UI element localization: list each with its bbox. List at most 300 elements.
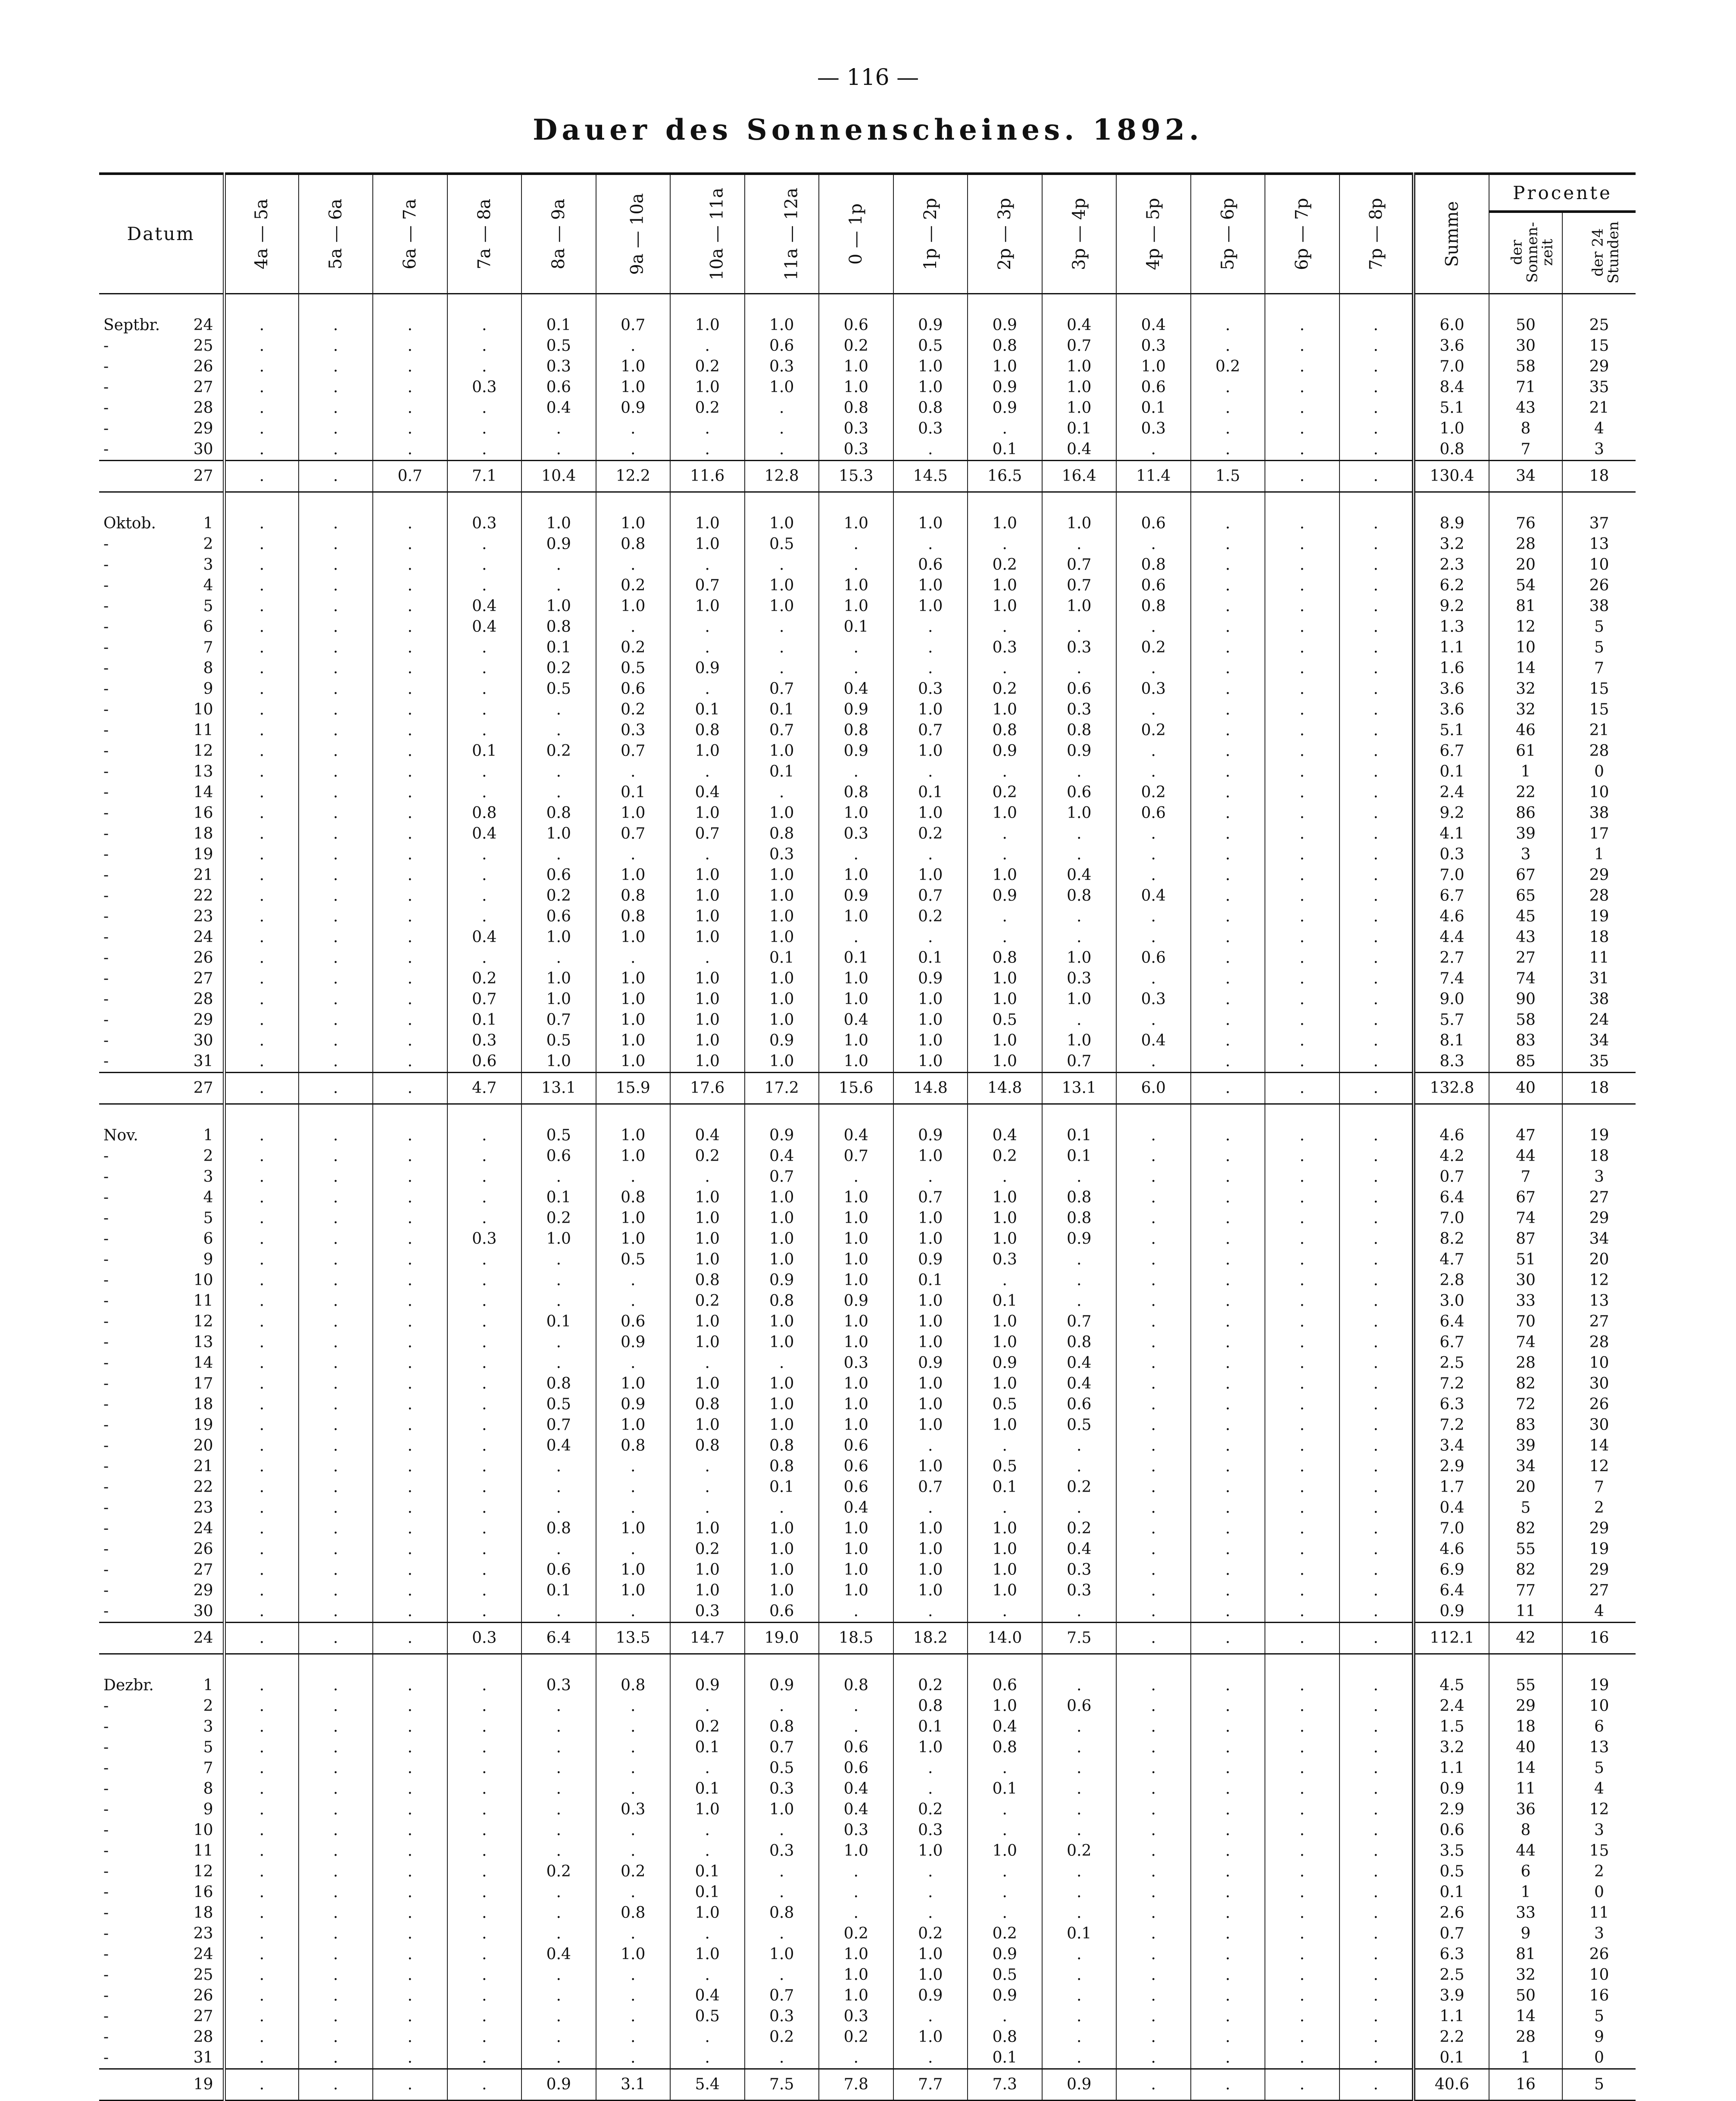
hour-cell: 0.3 (447, 377, 522, 398)
hour-cell: 0.4 (670, 1985, 745, 2006)
summary-cell: 11.4 (1116, 460, 1191, 492)
hour-cell: . (521, 1539, 596, 1560)
hour-cell: 0.3 (521, 1675, 596, 1696)
hour-cell: . (373, 1456, 447, 1477)
hour-cell: . (299, 637, 373, 658)
hour-cell: . (1339, 637, 1414, 658)
hour-cell: . (1191, 927, 1265, 948)
summe-cell: 3.0 (1414, 1291, 1489, 1311)
summary-cell: 15.9 (596, 1072, 671, 1104)
hour-cell: . (1265, 699, 1339, 720)
percent-cell: 4 (1562, 418, 1636, 439)
hour-cell: . (1116, 1518, 1191, 1539)
table-row (99, 575, 1636, 596)
month-label: - (103, 1147, 109, 1165)
hour-cell: . (447, 1456, 522, 1477)
summary-cell: . (299, 2069, 373, 2100)
hour-cell: . (299, 865, 373, 886)
hour-cell: 0.8 (670, 720, 745, 741)
hour-cell: 0.8 (1116, 555, 1191, 575)
table-row (99, 1291, 1636, 1311)
hour-cell: 1.0 (819, 865, 893, 886)
hour-cell: 0.3 (1116, 989, 1191, 1010)
hour-cell: 1.0 (596, 513, 671, 534)
summe-cell: 4.6 (1414, 1539, 1489, 1560)
percent-cell: 15 (1562, 699, 1636, 720)
percent-cell: 58 (1489, 356, 1562, 377)
hour-cell: . (224, 596, 299, 617)
hour-cell: . (1191, 637, 1265, 658)
hour-cell: 1.0 (819, 377, 893, 398)
summary-cell: . (299, 1072, 373, 1104)
hour-cell: . (1265, 1051, 1339, 1073)
table-row (99, 658, 1636, 679)
hour-cell: . (1265, 989, 1339, 1010)
hour-cell: . (1339, 1903, 1414, 1923)
month-label: - (103, 1800, 109, 1818)
hour-cell: 1.0 (893, 513, 968, 534)
hour-cell: . (447, 1737, 522, 1758)
month-label: - (103, 1561, 109, 1579)
month-label: - (103, 949, 109, 967)
days-count-cell: 19 (99, 2069, 224, 2100)
hour-cell: 0.6 (1116, 575, 1191, 596)
month-label: - (103, 1717, 109, 1736)
spacer-row (99, 1104, 1636, 1125)
hour-cell: . (299, 1717, 373, 1737)
percent-cell: 24 (1562, 1010, 1636, 1030)
summary-cell: 11.6 (670, 460, 745, 492)
percent-cell: 15 (1562, 1841, 1636, 1861)
date-cell (99, 1167, 224, 1187)
hour-cell: . (670, 1477, 745, 1498)
hour-cell: . (1191, 1799, 1265, 1820)
month-label: - (103, 1519, 109, 1537)
day-number: 11 (193, 1292, 213, 1310)
summe-cell: 7.0 (1414, 1208, 1489, 1229)
hour-cell: . (447, 1539, 522, 1560)
hour-cell: 1.0 (893, 1311, 968, 1332)
spacer-row (99, 492, 1636, 513)
table-row (99, 1311, 1636, 1332)
hour-cell: . (224, 617, 299, 637)
hour-cell: 0.7 (670, 824, 745, 844)
hour-cell: 0.9 (968, 377, 1042, 398)
hour-cell: . (745, 2048, 819, 2069)
month-label: - (103, 556, 109, 574)
hour-cell: . (299, 886, 373, 906)
hour-cell: . (224, 968, 299, 989)
hour-cell: 0.3 (968, 637, 1042, 658)
hour-cell: 1.0 (670, 1229, 745, 1249)
summe-cell: 4.7 (1414, 1249, 1489, 1270)
hour-cell: 0.1 (968, 439, 1042, 461)
percent-cell: 13 (1562, 1737, 1636, 1758)
summary-cell: . (299, 1622, 373, 1654)
hour-cell: . (299, 1229, 373, 1249)
month-label: - (103, 378, 109, 396)
hour-cell: . (299, 1758, 373, 1779)
hour-cell: . (1191, 1903, 1265, 1923)
summe-cell: 8.4 (1414, 377, 1489, 398)
hour-cell: . (1265, 418, 1339, 439)
percent-cell: 40 (1489, 1737, 1562, 1758)
month-label: - (103, 337, 109, 355)
hour-cell: . (447, 1436, 522, 1456)
table-row (99, 1539, 1636, 1560)
table-row (99, 1353, 1636, 1374)
hour-cell: . (447, 555, 522, 575)
table-row (99, 1518, 1636, 1539)
date-cell (99, 1146, 224, 1167)
date-cell (99, 865, 224, 886)
month-summary-row (99, 1072, 1636, 1104)
date-cell (99, 679, 224, 699)
hour-cell: . (1265, 617, 1339, 637)
hour-cell: 1.0 (745, 1560, 819, 1580)
hour-cell: . (670, 1758, 745, 1779)
percent-cell: 15 (1562, 336, 1636, 356)
percent-cell: 72 (1489, 1394, 1562, 1415)
hour-cell: 0.6 (521, 906, 596, 927)
percent-cell: 28 (1562, 886, 1636, 906)
hour-cell: . (447, 1415, 522, 1436)
hour-cell: 0.1 (670, 1861, 745, 1882)
hour-cell: . (1191, 1415, 1265, 1436)
hour-cell: . (1265, 1394, 1339, 1415)
table-row (99, 336, 1636, 356)
hour-cell: 0.2 (670, 1291, 745, 1311)
summe-cell: 0.8 (1414, 439, 1489, 461)
hour-cell: 1.0 (670, 315, 745, 336)
hour-cell: . (819, 534, 893, 555)
percent-cell: 6 (1489, 1861, 1562, 1882)
hour-cell: 0.2 (893, 1675, 968, 1696)
month-label: - (103, 742, 109, 760)
hour-cell: 1.0 (670, 1374, 745, 1394)
percent-cell: 29 (1562, 1560, 1636, 1580)
hour-cell: . (1339, 989, 1414, 1010)
summary-cell: 19.0 (745, 1622, 819, 1654)
hour-cell: . (224, 1125, 299, 1146)
hour-cell: . (373, 418, 447, 439)
month-label: - (103, 866, 109, 884)
month-label: - (103, 1498, 109, 1517)
hour-cell: 0.4 (1042, 439, 1117, 461)
summe-cell: 2.5 (1414, 1353, 1489, 1374)
hour-cell: 0.6 (1116, 377, 1191, 398)
summe-cell: 3.2 (1414, 1737, 1489, 1758)
hour-cell: . (1339, 418, 1414, 439)
percent-cell: 67 (1489, 1187, 1562, 1208)
hour-cell: 0.8 (521, 1374, 596, 1394)
hour-cell: 0.2 (968, 555, 1042, 575)
summe-cell: 6.7 (1414, 741, 1489, 762)
hour-cell: 1.0 (745, 1415, 819, 1436)
hour-cell: . (1191, 1965, 1265, 1985)
hour-cell: . (1339, 1311, 1414, 1332)
hour-cell: . (968, 1882, 1042, 1903)
hour-cell: . (373, 844, 447, 865)
table-row (99, 439, 1636, 461)
hour-cell: . (1116, 2048, 1191, 2069)
day-number: 29 (193, 1011, 213, 1029)
hour-cell: 1.0 (968, 1374, 1042, 1394)
table-row (99, 720, 1636, 741)
hour-cell: 1.0 (819, 1030, 893, 1051)
hour-cell: 0.2 (1116, 782, 1191, 803)
hour-cell: 1.0 (745, 1518, 819, 1539)
hour-cell: . (299, 1923, 373, 1944)
summary-cell: 112.1 (1414, 1622, 1489, 1654)
day-number: 28 (193, 2028, 213, 2046)
hour-cell: . (1265, 1498, 1339, 1518)
hour-cell: . (447, 1125, 522, 1146)
hour-cell: . (1116, 2027, 1191, 2048)
hour-cell: . (224, 1291, 299, 1311)
table-row (99, 1436, 1636, 1456)
day-number: 25 (193, 337, 213, 355)
hour-cell: . (1265, 596, 1339, 617)
hour-cell: . (1042, 534, 1117, 555)
hour-cell: . (373, 439, 447, 461)
summary-cell: 16.5 (968, 460, 1042, 492)
hour-cell: . (224, 2006, 299, 2027)
hour-cell: 0.7 (1042, 336, 1117, 356)
hour-cell: . (670, 679, 745, 699)
percent-cell: 26 (1562, 1944, 1636, 1965)
month-label: - (103, 1862, 109, 1880)
hour-cell: . (1042, 1291, 1117, 1311)
hour-cell: . (1042, 906, 1117, 927)
hour-cell: . (893, 1758, 968, 1779)
hour-cell: 0.3 (819, 824, 893, 844)
table-row (99, 1394, 1636, 1415)
hour-cell: . (1265, 2027, 1339, 2048)
hour-cell: 1.0 (596, 1229, 671, 1249)
hour-cell: 1.0 (819, 356, 893, 377)
hour-cell: 1.0 (893, 989, 968, 1010)
hour-cell: . (1339, 1051, 1414, 1073)
percent-cell: 35 (1562, 1051, 1636, 1073)
percent-cell: 28 (1562, 741, 1636, 762)
hour-cell: 0.9 (893, 315, 968, 336)
hour-cell: . (1339, 377, 1414, 398)
hour-cell: . (1116, 1675, 1191, 1696)
hour-cell: 0.8 (670, 1436, 745, 1456)
hour-cell: . (447, 1167, 522, 1187)
hour-cell: 0.7 (596, 824, 671, 844)
hour-cell: . (1191, 377, 1265, 398)
hour-cell: . (596, 617, 671, 637)
month-label: - (103, 1188, 109, 1206)
hour-cell: 1.0 (819, 1965, 893, 1985)
month-label: - (103, 783, 109, 801)
table-row (99, 534, 1636, 555)
hour-cell: 1.0 (968, 1539, 1042, 1560)
hour-cell: 1.0 (819, 575, 893, 596)
hour-cell: . (1042, 617, 1117, 637)
day-number: 27 (193, 1561, 213, 1579)
hour-cell: . (1116, 1311, 1191, 1332)
hour-cell: . (596, 1498, 671, 1518)
hour-cell: . (1339, 886, 1414, 906)
hour-cell: . (373, 1580, 447, 1601)
hour-cell: . (373, 1861, 447, 1882)
percent-cell: 26 (1562, 1394, 1636, 1415)
percent-cell: 34 (1489, 1456, 1562, 1477)
hour-cell: . (521, 2048, 596, 2069)
hour-cell: 1.0 (968, 1696, 1042, 1717)
hour-cell: . (1116, 1799, 1191, 1820)
hour-cell: . (373, 2027, 447, 2048)
day-number: 26 (193, 357, 213, 375)
hour-cell: . (447, 1882, 522, 1903)
summe-cell: 9.0 (1414, 989, 1489, 1010)
table-row (99, 1030, 1636, 1051)
hour-cell: 0.5 (745, 1758, 819, 1779)
hour-cell: . (1116, 1758, 1191, 1779)
hour-cell: . (745, 1965, 819, 1985)
percent-cell: 14 (1489, 1758, 1562, 1779)
summary-cell: . (1265, 2069, 1339, 2100)
summary-cell: 7.8 (819, 2069, 893, 2100)
summary-cell: 15.3 (819, 460, 893, 492)
hour-cell: 0.2 (968, 679, 1042, 699)
day-number: 18 (193, 1904, 213, 1922)
summary-cell: . (1339, 2069, 1414, 2100)
percent-cell: 8 (1489, 1820, 1562, 1841)
summe-cell: 8.2 (1414, 1229, 1489, 1249)
hour-cell: . (521, 1923, 596, 1944)
hour-cell: . (1116, 1249, 1191, 1270)
hour-cell: 1.0 (670, 927, 745, 948)
summe-cell: 8.1 (1414, 1030, 1489, 1051)
hour-cell: . (224, 2027, 299, 2048)
percent-cell: 19 (1562, 1539, 1636, 1560)
hour-cell: . (447, 658, 522, 679)
percent-cell: 7 (1489, 439, 1562, 461)
percent-cell: 17 (1562, 824, 1636, 844)
percent-cell: 15 (1562, 679, 1636, 699)
date-cell (99, 1394, 224, 1415)
day-number: 29 (193, 419, 213, 437)
hour-cell: 1.0 (670, 968, 745, 989)
hour-cell: . (299, 1030, 373, 1051)
hour-cell: 0.4 (819, 1779, 893, 1799)
table-row (99, 1696, 1636, 1717)
summe-cell: 1.1 (1414, 2006, 1489, 2027)
percent-cell: 14 (1562, 1436, 1636, 1456)
hour-cell: 0.5 (521, 1394, 596, 1415)
hour-cell: . (299, 1882, 373, 1903)
table-row (99, 398, 1636, 418)
percent-cell: 7 (1562, 1477, 1636, 1498)
hour-cell: . (1339, 968, 1414, 989)
hour-cell: . (968, 1167, 1042, 1187)
date-cell (99, 596, 224, 617)
hour-cell: 0.1 (893, 948, 968, 968)
hour-cell: . (670, 2048, 745, 2069)
hour-cell: 0.7 (893, 1477, 968, 1498)
hour-cell: 1.0 (670, 1332, 745, 1353)
summe-cell: 4.6 (1414, 906, 1489, 927)
hour-cell: . (1265, 1518, 1339, 1539)
hour-cell: 0.6 (1042, 782, 1117, 803)
month-label: - (103, 1052, 109, 1070)
hour-cell: . (1265, 1477, 1339, 1498)
month-label: - (103, 907, 109, 925)
hour-cell: . (1265, 637, 1339, 658)
summe-cell: 2.7 (1414, 948, 1489, 968)
hour-cell: 0.5 (521, 336, 596, 356)
hour-cell: . (1339, 1717, 1414, 1737)
hour-cell: 1.0 (670, 989, 745, 1010)
hour-cell: . (1191, 439, 1265, 461)
hour-cell: 0.9 (819, 699, 893, 720)
table-row (99, 2048, 1636, 2069)
page-number: — 116 — (817, 65, 919, 91)
hour-cell: . (447, 1675, 522, 1696)
hour-cell: . (745, 658, 819, 679)
hour-cell: . (670, 1498, 745, 1518)
percent-cell: 3 (1562, 1820, 1636, 1841)
hour-cell: 0.2 (968, 782, 1042, 803)
day-number: 13 (193, 1333, 213, 1351)
hour-cell: . (1265, 720, 1339, 741)
percent-cell: 14 (1489, 658, 1562, 679)
percent-cell: 0 (1562, 2048, 1636, 2069)
hour-cell: . (1116, 1208, 1191, 1229)
hour-cell: . (1191, 1737, 1265, 1758)
hour-cell: . (299, 418, 373, 439)
hour-cell: . (1265, 1291, 1339, 1311)
hour-header: 6p — 7p (1265, 174, 1339, 293)
month-label: - (103, 1457, 109, 1475)
hour-cell: . (299, 356, 373, 377)
day-number: 24 (193, 316, 213, 334)
hour-cell: . (373, 1820, 447, 1841)
date-cell (99, 844, 224, 865)
hour-cell: . (1191, 398, 1265, 418)
hour-cell: . (1265, 1675, 1339, 1696)
hour-cell: . (1339, 398, 1414, 418)
hour-cell: . (299, 1518, 373, 1539)
hour-cell: . (1191, 1229, 1265, 1249)
hour-cell: 0.8 (968, 948, 1042, 968)
hour-cell: . (1191, 699, 1265, 720)
date-cell (99, 762, 224, 782)
hour-cell: . (521, 1601, 596, 1623)
hour-cell: 1.0 (670, 1208, 745, 1229)
hour-cell: 0.9 (893, 968, 968, 989)
hour-cell: . (224, 906, 299, 927)
hour-cell: 0.8 (521, 1518, 596, 1539)
percent-cell: 8 (1489, 418, 1562, 439)
hour-cell: . (447, 1841, 522, 1861)
hour-cell: . (1339, 1820, 1414, 1841)
hour-cell: . (1042, 1758, 1117, 1779)
hour-cell: 1.0 (521, 927, 596, 948)
hour-cell: 0.2 (1116, 720, 1191, 741)
hour-cell: 0.3 (745, 844, 819, 865)
percent-cell: 32 (1489, 699, 1562, 720)
hour-cell: . (1265, 741, 1339, 762)
hour-cell: 0.8 (596, 1675, 671, 1696)
hour-cell: . (1116, 1125, 1191, 1146)
hour-cell: . (1116, 1374, 1191, 1394)
hour-cell: . (299, 1985, 373, 2006)
